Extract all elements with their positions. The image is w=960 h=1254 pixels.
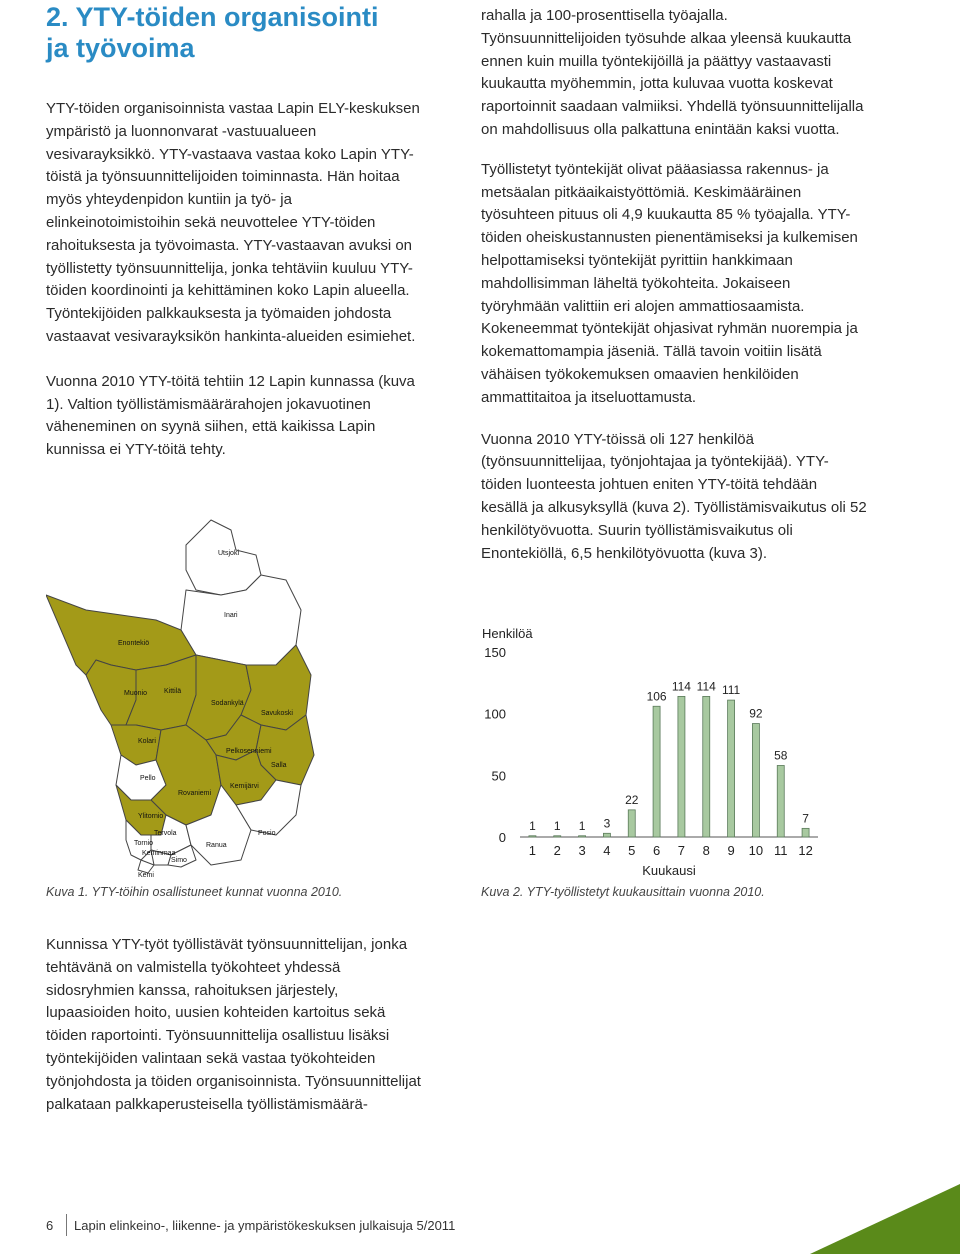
data-label: 1 (553, 818, 561, 833)
figure-1-caption: Kuva 1. YTY-töihin osallistuneet kunnat vuonna 2010. (46, 885, 343, 899)
bar (554, 836, 561, 837)
x-tick-label: 11 (774, 843, 788, 858)
map-label: Sodankylä (211, 700, 244, 707)
bottom-paragraph-1: Kunnissa YTY-työt työllistävät työnsuunnittelijan, jonka tehtävänä on valmistella työkohteet yhdessä sidosryhmien kanssa, rahoituksen järjestely, lupaasioiden hoito, uusien kohteiden kartoitus sekä töiden raportointi. Työnsuunnittelija osallistuu lisäksi työntekijöiden valintaan sekä vastaa työkohteiden työnjohdosta ja töiden organisoinnista. Työnsuunnittelijat palkataan palkkaperusteisella työllistämismäärä- (46, 936, 421, 1113)
data-label: 3 (603, 816, 611, 831)
map-label: Muonio (124, 690, 147, 697)
map-label: Kolari (138, 738, 156, 745)
data-label: 1 (529, 818, 536, 833)
page-title-line1: 2. YTY-töiden organisointi (46, 2, 379, 32)
data-label: 22 (625, 792, 639, 807)
data-label: 1 (578, 818, 586, 833)
map-label: Utsjoki (218, 550, 240, 557)
x-tick-label: 5 (628, 843, 636, 858)
map-label: Ranua (206, 842, 227, 849)
bar (752, 724, 759, 837)
left-paragraph-1: YTY-töiden organisoinnista vastaa Lapin ELY-keskuksen ympäristö ja luonnonvarat -vastuualueen vesivarayksikkö. YTY-vastaava vastaa koko Lapin YTY-töistä ja työnsuunnittelijoiden toiminnasta. Hän hoitaa myös yhteydenpidon kuntiin ja työ- ja elinkeinotoimistoihin sekä neuvottelee YTY-töiden rahoituksesta ja työvoimasta. YTY-vastaavan avuksi on työllistetty työnsuunnittelija, jonka tehtäviin kuuluu YTY-töiden koordinointi ja kehittäminen koko Lapin alueella. Työntekijöiden palkkauksesta ja työmaiden johdosta vastaavat vesivarayksikön hankinta-alueiden esimiehet. (46, 100, 420, 345)
data-label: 114 (671, 679, 691, 694)
map-label: Enontekiö (118, 640, 150, 647)
publication-name: Lapin elinkeino-, liikenne- ja ympäristökeskuksen julkaisuja 5/2011 (74, 1218, 456, 1233)
y-tick-label: 150 (484, 645, 506, 660)
x-tick-label: 4 (603, 843, 611, 858)
bar (579, 836, 586, 837)
bar (728, 700, 735, 837)
bar (802, 828, 809, 837)
lapland-municipalities-map (46, 515, 386, 880)
corner-decoration (810, 1184, 960, 1254)
map-label: Simo (171, 857, 187, 864)
bar (777, 765, 784, 837)
map-label: Rovaniemi (178, 790, 212, 797)
bar (678, 696, 685, 837)
map-label: Kemi (138, 872, 154, 879)
bottom-left-column (46, 934, 426, 1116)
x-tick-label: 12 (798, 843, 813, 858)
right-paragraph-1: rahalla ja 100-prosenttisella työajalla. Työnsuunnittelijoiden työsuhde alkaa yleensä kuukautta ennen kuin muilla työntekijöillä ja päättyy vastaavasti kuukautta myöhemmin, jotta kuluvaa vuotta koskevat raportoinnit saadaan valmiiksi. Yhdellä työnsuunnittelijalla on mahdollisuus olla palkattuna enintään kaksi vuotta. (481, 7, 864, 138)
map-label: Salla (271, 762, 287, 769)
page-number: 6 (46, 1218, 54, 1233)
page-title-line2: ja työvoima (46, 33, 195, 63)
right-paragraph-3: Vuonna 2010 YTY-töissä oli 127 henkilöä (työnsuunnittelijaa, työnjohtajaa ja työntekijää). YTY-töiden luonteesta johtuen eniten YTY-töitä tehdään kesällä ja alkusyksyllä (kuva 2). Työllistämisvaikutus oli 52 henkilötyövuotta. Suurin työllistämisvaikutus oli Enontekiöllä, 6,5 henkilötyövuotta (kuva 3). (481, 430, 867, 562)
monthly-employed-chart (478, 622, 838, 884)
data-label: 7 (802, 811, 809, 826)
bar (603, 833, 610, 837)
footer-divider (66, 1214, 67, 1236)
data-label: 58 (774, 748, 788, 763)
x-tick-label: 3 (578, 843, 586, 858)
bar (653, 706, 660, 837)
y-tick-label: 100 (484, 706, 506, 722)
map-label: Tornio (134, 840, 154, 847)
x-tick-label: 7 (677, 843, 686, 858)
x-tick-label: 9 (727, 843, 735, 858)
map-label: Keminmaa (142, 850, 176, 857)
data-label: 92 (749, 706, 763, 721)
y-axis-label: Henkilöä (482, 626, 533, 641)
map-label: Savukoski (261, 710, 293, 717)
map-label: Posio (258, 830, 276, 837)
map-label: Inari (224, 612, 238, 619)
region-utsjoki (186, 520, 261, 595)
bar (628, 810, 635, 837)
y-tick-label: 0 (498, 830, 506, 845)
map-label: Kittilä (164, 688, 182, 695)
data-label: 106 (646, 689, 667, 704)
bar (529, 836, 536, 837)
map-label: Kemijärvi (230, 783, 259, 790)
figure-2-caption: Kuva 2. YTY-työllistetyt kuukausittain vuonna 2010. (481, 885, 765, 899)
left-paragraph-2: Vuonna 2010 YTY-töitä tehtiin 12 Lapin kunnassa (kuva 1). Valtion työllistämismäärärahojen jokavuotinen väheneminen on syynä siihen, että kaikissa Lapin kunnissa ei YTY-töitä tehty. (46, 372, 415, 459)
right-paragraph-2: Työllistetyt työntekijät olivat pääasiassa rakennus- ja metsäalan pitkäaikaistyöttömiä. Keskimääräinen työsuhteen pituus oli 4,9 kuukautta 85 % työajalla. YTY-töiden oheiskustannusten pienentämiseksi ja kulkemisen helpottamiseksi työntekijät pyrittiin hankkimaan mahdollisimman läheltä työkohteita. Jokaiseen työryhmään valittiin eri alojen ammattiosaamista. Kokeneemmat työntekijät ohjasivat ryhmän nuorempia ja kokemattomampia jäseniä. Tällä tavoin voitiin lisätä vähäisen työkokemuksen omaavien henkilöiden ammattitaitoa ja itseluottamusta. (481, 160, 858, 406)
data-label: 114 (696, 679, 716, 694)
page-title (46, 2, 426, 64)
bar (703, 696, 710, 837)
y-tick-label: 50 (491, 768, 506, 784)
region-kolari (111, 725, 161, 765)
x-axis-label: Kuukausi (642, 863, 696, 878)
x-tick-label: 10 (748, 843, 764, 858)
x-tick-label: 8 (702, 843, 710, 858)
right-column (481, 5, 867, 565)
map-label: Ylitornio (138, 813, 164, 820)
map-label: Tervola (154, 830, 177, 837)
x-tick-label: 6 (652, 843, 661, 858)
left-column (46, 98, 426, 462)
x-tick-label: 1 (528, 843, 537, 858)
x-tick-label: 2 (553, 843, 561, 858)
map-label: Pello (140, 775, 156, 782)
data-label: 111 (721, 683, 741, 698)
map-label: Pelkosenniemi (226, 748, 272, 755)
